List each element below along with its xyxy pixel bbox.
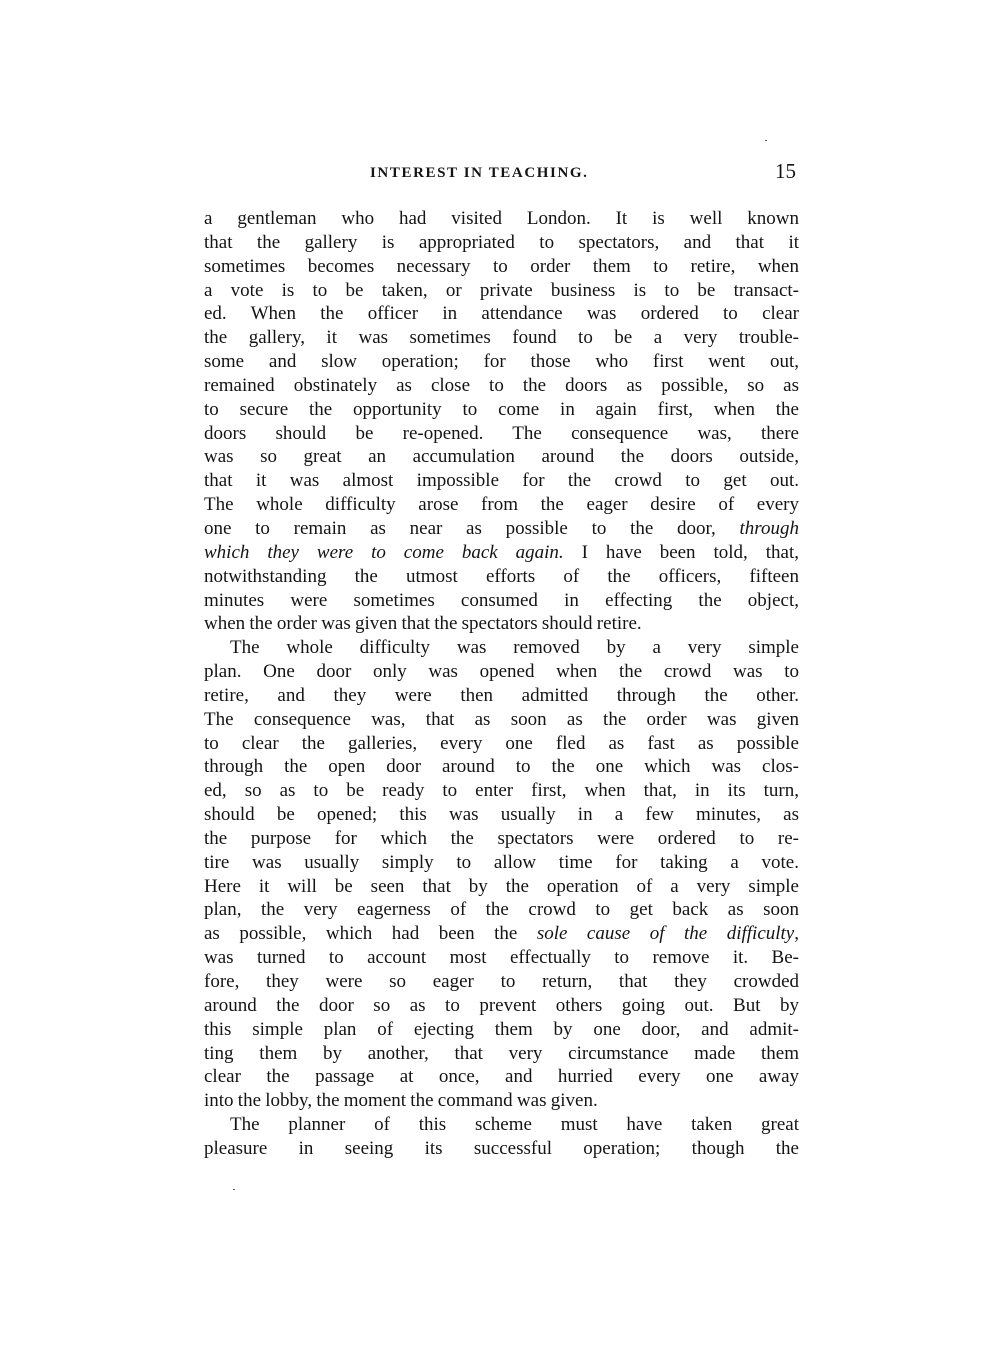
text-segment: to clear the galleries, every one fled as fast as possible: [204, 732, 799, 754]
text-segment: around the door so as to prevent others going out. But by: [204, 994, 799, 1016]
text-line: [204, 1089, 799, 1113]
text-segment: tire was usually simply to allow time for taking a vote.: [204, 851, 799, 873]
text-line: [204, 803, 799, 827]
text-segment: ting them by another, that very circumstance made them: [204, 1042, 799, 1064]
text-line: [204, 875, 799, 899]
text-segment: ed, so as to be ready to enter first, when that, in its turn,: [204, 780, 799, 802]
text-line: [204, 994, 799, 1018]
text-line: [204, 755, 799, 779]
text-segment: ,: [794, 923, 799, 945]
italic-text: sole cause of the difficulty: [536, 923, 795, 945]
italic-text: through: [739, 517, 799, 539]
text-segment: The planner of this scheme must have taken great: [230, 1114, 799, 1136]
text-segment: The whole difficulty arose from the eager desire of every: [204, 494, 799, 516]
text-segment: Here it will be seen that by the operation of a very simple: [204, 875, 799, 897]
text-segment: notwithstanding the utmost efforts of the officers, fifteen: [204, 565, 799, 587]
running-head: INTEREST IN TEACHING.: [370, 165, 589, 181]
text-segment: that the gallery is appropriated to spectators, and that it: [204, 231, 799, 253]
text-segment: to secure the opportunity to come in again first, when the: [204, 398, 799, 420]
text-segment: should be opened; this was usually in a few minutes, as: [204, 804, 799, 826]
text-segment: a vote is to be taken, or private business is to be transact-: [204, 279, 799, 301]
text-segment: was turned to account most effectually to remove it. Be-: [204, 947, 799, 969]
text-line: [204, 946, 799, 970]
text-line: [204, 612, 799, 636]
text-segment: remained obstinately as close to the doors as possible, so as: [204, 374, 799, 396]
text-segment: the purpose for which the spectators were ordered to re-: [204, 827, 799, 849]
text-segment: this simple plan of ejecting them by one door, and admit-: [204, 1018, 799, 1040]
text-line: [204, 517, 799, 541]
text-segment: ed. When the officer in attendance was ordered to clear: [204, 303, 799, 325]
text-line: [204, 565, 799, 589]
text-segment: retire, and they were then admitted through the other.: [204, 684, 799, 706]
text-segment: some and slow operation; for those who first went out,: [204, 351, 799, 373]
text-line: [204, 493, 799, 517]
text-segment: minutes were sometimes consumed in effecting the object,: [204, 589, 799, 611]
italic-text: which they were to come back again.: [204, 541, 564, 563]
text-segment: the gallery, it was sometimes found to be a very trouble-: [204, 327, 799, 349]
text-line: [204, 684, 799, 708]
text-segment: that it was almost impossible for the crowd to get out.: [204, 470, 799, 492]
text-segment: sometimes becomes necessary to order them to retire, when: [204, 255, 799, 277]
text-line: [204, 469, 799, 493]
text-line: [204, 231, 799, 255]
text-segment: as possible, which had been the: [204, 923, 537, 945]
text-segment: a gentleman who had visited London. It is well known: [204, 208, 799, 229]
page-header: [205, 157, 800, 187]
text-line: [204, 255, 799, 279]
text-segment: pleasure in seeing its successful operation; though the: [204, 1137, 799, 1159]
text-line: [204, 1065, 799, 1089]
text-segment: fore, they were so eager to return, that they crowded: [204, 971, 799, 992]
text-line: [204, 541, 799, 565]
text-segment: The whole difficulty was removed by a very simple: [230, 637, 799, 659]
text-line: [204, 326, 799, 350]
text-line: [204, 922, 799, 946]
text-line: [204, 589, 799, 613]
text-line: [204, 398, 799, 422]
text-line: [204, 374, 799, 398]
text-line: [204, 708, 799, 732]
text-segment: plan, the very eagerness of the crowd to get back as soon: [204, 899, 799, 921]
text-line: [204, 207, 799, 231]
text-line: [204, 898, 799, 922]
text-line: [204, 851, 799, 875]
text-line: [204, 636, 799, 660]
body-text: [204, 207, 799, 1161]
text-line: [204, 732, 799, 756]
text-segment: The consequence was, that as soon as the order was given: [204, 708, 799, 730]
text-line: [204, 660, 799, 684]
text-line: [204, 445, 799, 469]
text-line: [204, 422, 799, 446]
text-segment: when the order was given that the spectators should retire.: [204, 613, 642, 635]
text-segment: plan. One door only was opened when the crowd was to: [204, 661, 799, 683]
text-line: [204, 970, 799, 994]
paper-speck: [765, 140, 767, 141]
text-line: [204, 302, 799, 326]
text-line: [204, 1018, 799, 1042]
text-segment: doors should be re-opened. The consequence was, there: [204, 422, 799, 444]
paper-speck: [233, 1189, 235, 1190]
text-line: [204, 1113, 799, 1137]
text-line: [204, 1042, 799, 1066]
text-segment: one to remain as near as possible to the door,: [204, 517, 740, 539]
text-line: [204, 350, 799, 374]
text-segment: was so great an accumulation around the doors outside,: [204, 446, 799, 468]
text-segment: through the open door around to the one which was clos-: [204, 756, 799, 778]
text-segment: into the lobby, the moment the command was given.: [204, 1090, 598, 1112]
text-line: [204, 1137, 799, 1161]
page-number: 15: [775, 159, 796, 183]
text-segment: I have been told, that,: [563, 541, 799, 563]
text-line: [204, 779, 799, 803]
text-line: [204, 279, 799, 303]
text-segment: clear the passage at once, and hurried every one away: [204, 1066, 799, 1088]
text-line: [204, 827, 799, 851]
